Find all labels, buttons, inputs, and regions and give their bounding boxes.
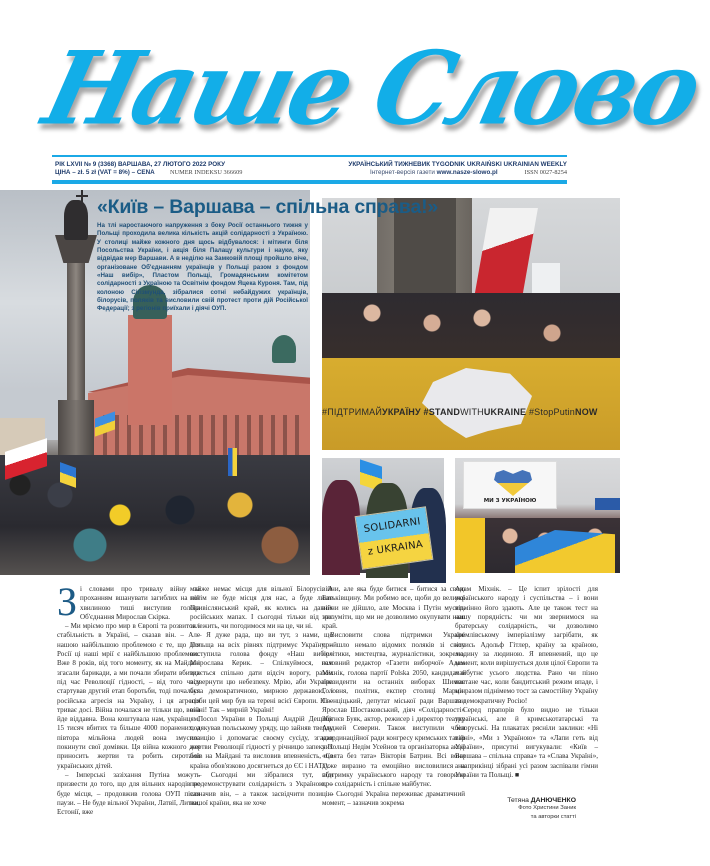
price-line: ЦІНА – zł. 5 zł (VAT = 8%) – CENA [55,169,155,176]
castle-windows [95,415,305,455]
author-first-name: Тетяна [507,797,531,804]
issue-line: РІК LXVII № 9 (3368) ВАРШАВА, 27 ЛЮТОГО 2022 РОКУ [55,161,226,168]
polish-flag [474,208,538,298]
hashtag-part: UKRAINE [483,407,527,417]
article-lead: На тлі наростаючого напруження з боку Росії останнього тижня у Польщі проходила велика кількість акцій солідарності з Україною. У столиці майже кожного дня щось відбувалося: і мітинги біля Посольства України, і акція біля Палацу культури і науки, яку відвідав мер Варшави. А в неділю на Замковій площі пройшло віче, організоване Об'єднанням українців у Польщі разом з фондом «Наш вибір», Пластом Польщі, Громадянським комітетом солідарності з Україною та Освітнім фондом Яцека Куроня. Там, під колоною Сігізмунда, зібралися сотні небайдужих українців, білорусів, поляків та висловили свій протест проти дій Російської Федерації; з регіонів приїхали і діячі ОУП. [97,222,308,313]
hashtag-part: УКРАЇНУ [382,407,421,417]
photo-solidarni-sign [322,458,444,573]
hashtag-part: WITH [460,407,484,417]
sign-line-1: SOLIDARNI [363,516,422,536]
logo-text: Наше Слово [33,29,710,148]
article-column-2 [190,585,333,808]
tagline: УКРАЇНСЬКИЙ ТИЖНЕВИК TYGODNIK UKRAIŃSKI UKRAINIAN WEEKLY [348,161,567,168]
tower-dome-2 [272,335,296,363]
author [507,797,576,804]
paragraph: – Сьогодні ми зібралися тут, аби продемонструвати солідарність з Україною, – зазначив він, – а також засвідчити позицію нашої країни, яка не хоче [190,770,333,807]
crowd [0,455,310,575]
masthead [0,0,710,150]
heart-banner [463,461,557,509]
paragraph: Серед прапорів було видно не тільки українські, але й кримськотатарські та білоруські. На плакатах рясніли заклики: «Ні війні», «Ми з Україною» та «Лапи геть від України», присутні вигукували: «Київ – Варшава – спільна справа» та «Слава Україні», а наприкінці зібрані усі разом заспівали гімни України та Польщі. ■ [455,705,598,779]
web-label: Інтернет-версія газети [370,169,437,176]
photo-my-z-ukrainoyu [455,458,620,573]
hashtag-part: NOW [575,407,598,417]
paragraph: – Ми мріємо про мир в Європі та розвиток і стабільність в Україні, – сказав він. – Але нашою найбільшою проблемою є те, що для Росії ці наші мрії є найбільшою проблемою. Вже 8 років, від того моменту, як на Майдані згасали барикади, а ми почали збирати вбитих під час Революції гідності, – від того часу стартував другий етап боротьби, тоді почалася російська агресія на Україну, і ця агресія триває досі. Війна почалася не тільки що, вона йде віддавна. Вона коштувала нам, українцям, 15 тисяч вбитих та більше 4000 поранених, а півтора мільйона людей вона змусила покинути свої домівки. Ця війна кожного дня приносить жертви та робить сиротами українських дітей. [57,622,200,770]
paragraph-text: і словами про тривалу війну та проханням вшанувати загиблих на ній хвилиною тиші виступив голова Об'єднання Мирослав Скірка. [80,585,200,621]
paragraph: Адам Міхнік. – Це іспит зрілості для українського народу і суспільства – і вони відмінно його здають. Але це також тест на нашу порядність: чи ми звернимося на братерську солідарність, чи дозволимо кремлівському імперіалізму загрібати, як колись Адольф Гітлер, країну за країною, людину за людиною. Я впевнений, що це момент, коли вирішується доля цілої Європи та майбутнє усього людства. Рано чи пізно настане час, коли бандитський режим впаде, і ми разом піднімемо тост за самостійну Україну та демократичну Росію! [455,585,598,705]
paragraph: майже немає місця для вільної Білорусі. А потім не буде місця для нас, а буде лише Привіслянський край, як колись на давніх російських мапах. І сьогодні тільки від нас залежить, чи погодимося ми на це, чи ні. [190,585,333,631]
photo-speakers [322,198,620,450]
masthead-rule-bottom [52,180,567,184]
author-last-name: ДАНЮЧЕНКО [530,797,576,804]
paragraph: війни, але яка буде битися – битися за свою Батьківщину. Ми робимо все, щоби до великої війни не дійшло, але Москва і Путін мусять зрозуміти, що ми не дозволимо окупувати наш край. [322,585,465,631]
article-column-3 [322,585,465,808]
banner-hashtags [322,407,620,417]
photo-credit: Фото Христини Заник [518,805,576,811]
heart-banner-text: МИ З УКРАЇНОЮ [483,498,537,504]
drop-cap: З [57,579,78,624]
byline [507,797,576,822]
paragraph [57,579,200,624]
web-line [370,169,498,176]
web-url[interactable]: www.nasze-slowo.pl [436,169,498,176]
article-column-4 [455,585,598,780]
ukrainian-flag [228,448,237,476]
masthead-rule-top [52,155,567,157]
paragraph: – Імперські зазіхання Путіна можуть призвести до того, що для вільних народів не буде місця, – продовжив голова ОУП після паузи. – Не буде вільної України, Латвії, Литви, Естонії, вже [57,770,200,817]
heart-icon [494,470,532,496]
index-number: NUMER INDEKSU 366609 [170,169,243,176]
hashtag-part: #StopPutin [526,407,575,417]
paragraph: – Я дуже рада, що ви тут, з нами, що Польща на всіх рівнях підтримує Україну, – виступила голова фонду «Наш вибір» Мирослава Керик. – Спілкуймося, нам вдається спільно дати відсіч ворогу, разом відвернути цю небезпеку. Мрію, аби Україна була демократичною, мирною державою, і щоби цей мир був на терені всієї Європи. Ні – війні! Так – мирній Україні! [190,631,333,714]
yellow-placard [455,518,485,573]
blue-banner [595,498,620,510]
paragraph: – Сьогодні Україна переживає драматичний момент, – зазначив зокрема [322,789,465,807]
cross [81,190,83,214]
article-headline: «Київ – Варшава – спільна справа!» [97,196,439,218]
hashtag-part: #STAND [420,407,461,417]
photo-credit-2: та авторки статті [530,814,576,820]
paragraph: Висловити слова підтримки Україні прийшло немало відомих поляків зі світу політики, мистецтва, журналістики, зокрема, головний редактор «Газети виборчої» Адам Міхнік, голова партії Polska 2050, кандидат в президенти на останніх виборах Шимон Головня, політик, експер столиці Марцін Свенціцький, депутат міської ради Варшави Ярослав Шостаковський, діяч «Солідарності» Збігнєв Буяк, актор, режисер і директор театру Анджей Северин. Також виступили член координаційної ради конгресу кримських татар у Польщі Недім Усейнов та організаторка акції «Свята без тата» Вікторія Батрин. Всі вони дуже виразно та емоційно висловилися на підтримку українського народу та говорили про солідарність і спільне майбутнє. [322,631,465,789]
newspaper-logo [33,29,710,148]
hashtag-part: #ПІДТРИМАЙ [322,407,383,417]
statue [64,200,88,240]
person [322,480,360,575]
sign-line-2: z UKRAINA [367,539,424,558]
solidarity-sign [355,506,434,569]
paragraph: Посол України в Польщі Андрій Дещиця подякував польському уряду, що зайняв тверду позицію і допомагає своєму сусіду, згадав жертви Революції гідності у річницю запеклих боїв на Майдані та висловив впевненість, що країна обов'язково досягнеться до ЄС і НАТО. [190,715,333,770]
clock-tower [128,315,172,425]
issn: ISSN 0027-8254 [524,169,567,176]
article-column-1 [57,579,200,817]
column-base [58,400,94,455]
